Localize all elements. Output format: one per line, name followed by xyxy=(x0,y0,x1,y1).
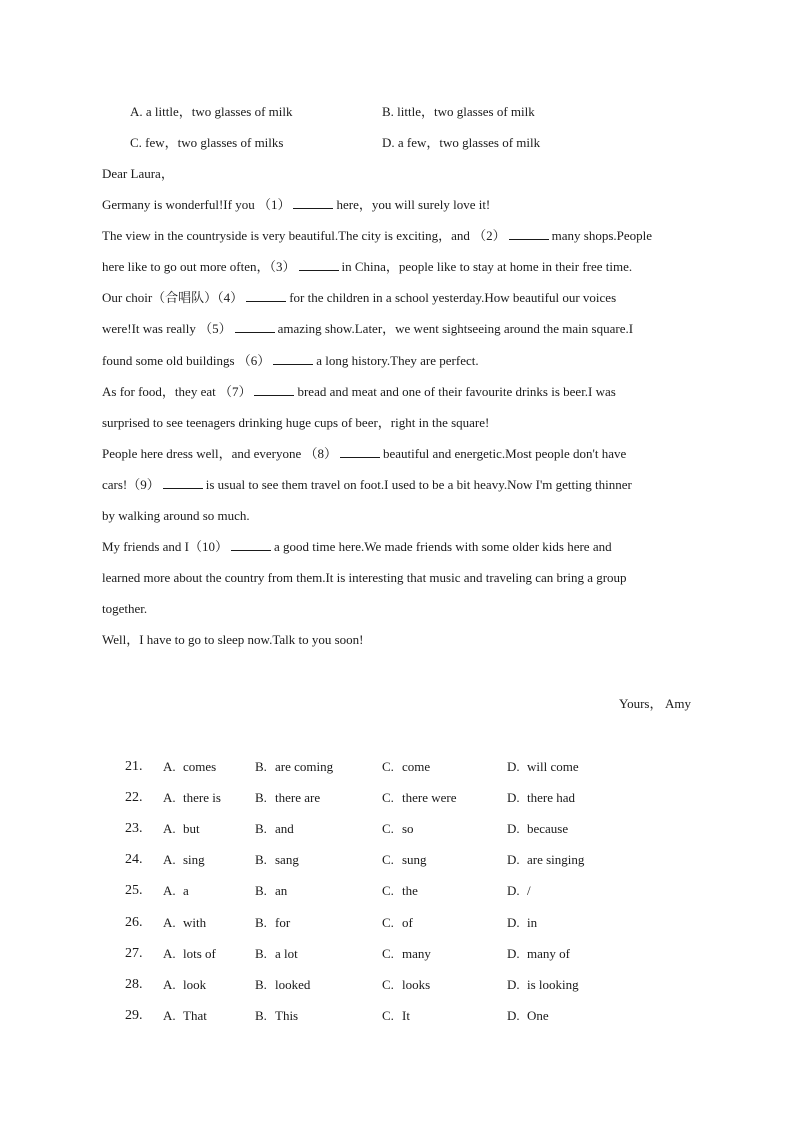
letter-text: Well，I have to go to sleep now.Talk to you soon! xyxy=(102,632,364,648)
letter-line xyxy=(102,195,702,215)
letter-text: The view in the countryside is very beautiful.The city is exciting，and （2） xyxy=(102,228,506,244)
letter-line xyxy=(102,444,702,464)
answer-option[interactable] xyxy=(255,975,310,995)
letter-text: amazing show.Later，we went sightseeing around the main square.I xyxy=(277,321,634,337)
option-letter: C. xyxy=(382,914,394,930)
option-text: few，two glasses of milks xyxy=(145,135,284,150)
letter-text: Germany is wonderful!If you （1） xyxy=(102,197,291,212)
option-text: is looking xyxy=(527,976,579,992)
option-text: looks xyxy=(402,976,431,992)
option-text: many xyxy=(402,945,431,961)
answer-option[interactable] xyxy=(163,757,216,777)
option-letter: D. xyxy=(507,883,520,899)
letter-text: a long history.They are perfect. xyxy=(316,352,479,368)
letter-line xyxy=(102,351,702,371)
option-letter: A. xyxy=(163,790,176,806)
answer-option[interactable] xyxy=(255,944,298,964)
answer-option[interactable] xyxy=(507,788,575,808)
option-letter: C. xyxy=(382,790,394,806)
option-text: sang xyxy=(275,852,299,868)
option-text: an xyxy=(275,883,288,899)
answer-option[interactable] xyxy=(507,850,584,870)
option-letter: C. xyxy=(382,821,394,837)
option-text: That xyxy=(183,1007,207,1023)
letter-text: learned more about the country from them.It is interesting that music and traveling can bring a group xyxy=(102,570,627,586)
option-text: / xyxy=(527,883,531,899)
option-letter: C. xyxy=(382,945,394,961)
option-text: are coming xyxy=(275,759,334,774)
option-letter: B. xyxy=(255,1007,267,1023)
option-letter: B. xyxy=(255,883,267,899)
prev-option-a xyxy=(130,102,292,122)
option-text: of xyxy=(402,914,413,930)
answer-blank[interactable] xyxy=(509,227,549,240)
option-letter: B. xyxy=(255,914,267,930)
option-letter: A. xyxy=(163,759,176,774)
answer-option[interactable] xyxy=(163,913,206,933)
answer-option[interactable] xyxy=(507,913,537,933)
option-text: so xyxy=(402,821,414,837)
option-letter: A. xyxy=(163,852,176,868)
prev-option-c xyxy=(130,133,283,153)
option-text: lots of xyxy=(183,945,216,961)
answer-option[interactable] xyxy=(382,944,431,964)
letter-text: bread and meat and one of their favourite drinks is beer.I was xyxy=(297,383,616,399)
answer-option[interactable] xyxy=(507,881,531,901)
answer-option[interactable] xyxy=(255,913,290,933)
letter-text: a good time here.We made friends with some older kids here and xyxy=(274,539,612,555)
option-letter: D. xyxy=(507,976,520,992)
answer-option[interactable] xyxy=(163,1006,207,1026)
letter-text: People here dress well，and everyone （8） xyxy=(102,445,338,461)
option-text: and xyxy=(275,821,294,837)
option-letter: D. xyxy=(507,790,520,806)
option-letter: B. xyxy=(255,821,267,837)
option-letter: B. xyxy=(255,759,267,774)
option-text: there are xyxy=(275,790,321,806)
answer-option[interactable] xyxy=(255,850,299,870)
answer-blank[interactable] xyxy=(340,445,380,458)
answer-option[interactable] xyxy=(507,1006,549,1026)
question-number: 27. xyxy=(125,945,143,961)
question-number: 22. xyxy=(125,790,143,806)
option-letter: D. xyxy=(507,852,520,868)
answer-option[interactable] xyxy=(382,788,457,808)
option-text: in xyxy=(527,914,538,930)
letter-text: beautiful and energetic.Most people don't have xyxy=(383,445,627,461)
answer-blank[interactable] xyxy=(235,320,275,333)
option-text: come xyxy=(402,759,431,774)
letter-text: is usual to see them travel on foot.I used to be a bit heavy.Now I'm getting thinner xyxy=(205,476,632,492)
answer-option[interactable] xyxy=(255,881,287,901)
option-text: for xyxy=(275,914,291,930)
answer-option[interactable] xyxy=(507,944,570,964)
letter-line xyxy=(102,257,702,277)
answer-option[interactable] xyxy=(507,819,568,839)
option-letter: D. xyxy=(507,759,520,774)
answer-option[interactable] xyxy=(382,975,430,995)
letter-text: together. xyxy=(102,601,148,617)
option-letter: C. xyxy=(382,759,394,774)
option-text: there is xyxy=(183,790,221,806)
prev-option-b xyxy=(382,102,535,122)
letter-text: for the children in a school yesterday.How beautiful our voices xyxy=(289,290,617,306)
option-letter: B. xyxy=(255,945,267,961)
answer-option[interactable] xyxy=(163,944,216,964)
letter-line xyxy=(102,599,702,619)
option-letter: A. xyxy=(163,1007,176,1023)
letter-text: As for food，they eat （7） xyxy=(102,383,252,399)
letter-line xyxy=(102,413,702,433)
answer-option[interactable] xyxy=(507,757,579,777)
answer-blank[interactable] xyxy=(299,258,339,271)
letter-text: here，you will surely love it! xyxy=(336,197,491,212)
letter-line xyxy=(102,475,702,495)
option-letter: B. xyxy=(255,852,267,868)
option-text: little，two glasses of milk xyxy=(397,104,535,119)
letter-text: by walking around so much. xyxy=(102,508,250,523)
option-text: sung xyxy=(402,852,427,868)
answer-option[interactable] xyxy=(163,850,205,870)
letter-line xyxy=(102,537,702,557)
answer-blank[interactable] xyxy=(254,383,294,396)
answer-option[interactable] xyxy=(255,757,333,777)
letter-text: here like to go out more often，（3） xyxy=(102,259,296,275)
answer-option[interactable] xyxy=(163,788,221,808)
answer-blank[interactable] xyxy=(293,196,333,209)
question-number: 24. xyxy=(125,852,143,868)
option-text: there were xyxy=(402,790,457,806)
option-text: many of xyxy=(527,945,570,961)
letter-signoff: Yours， Amy xyxy=(618,696,691,711)
option-text: because xyxy=(527,821,569,837)
option-text: One xyxy=(527,1007,549,1023)
option-text: sing xyxy=(183,852,205,868)
letter-line xyxy=(102,382,702,402)
letter-text: in China，people like to stay at home in their free time. xyxy=(341,259,633,275)
answer-option[interactable] xyxy=(382,913,413,933)
option-letter: D. xyxy=(507,945,520,961)
letter-text: surprised to see teenagers drinking huge cups of beer，right in the square! xyxy=(102,414,490,430)
answer-option[interactable] xyxy=(255,1006,298,1026)
answer-option[interactable] xyxy=(382,757,430,777)
letter-line xyxy=(102,319,702,339)
answer-option[interactable] xyxy=(255,788,320,808)
option-letter: D. xyxy=(382,135,395,150)
letter-line xyxy=(102,630,702,650)
option-letter: D. xyxy=(507,914,520,930)
answer-option[interactable] xyxy=(382,1006,410,1026)
letter-text: My friends and I（10） xyxy=(102,539,229,555)
option-letter: B. xyxy=(382,104,394,119)
option-letter: D. xyxy=(507,1007,520,1023)
option-text: there had xyxy=(527,790,576,806)
option-text: are singing xyxy=(527,852,585,868)
answer-option[interactable] xyxy=(382,819,414,839)
option-letter: C. xyxy=(130,135,142,150)
prev-option-d xyxy=(382,133,540,153)
answer-option[interactable] xyxy=(255,819,294,839)
question-number: 23. xyxy=(125,821,143,837)
letter-text: Our choir（合唱队）（4） xyxy=(102,290,244,306)
option-letter: B. xyxy=(255,976,267,992)
letter-text: many shops.People xyxy=(551,228,653,244)
option-letter: D. xyxy=(507,821,520,837)
letter-line xyxy=(102,506,702,526)
letter-line xyxy=(102,288,702,308)
option-letter: A. xyxy=(163,883,176,899)
answer-blank[interactable] xyxy=(246,289,286,302)
answer-option[interactable] xyxy=(382,850,427,870)
option-letter: A. xyxy=(163,976,176,992)
option-letter: C. xyxy=(382,883,394,899)
option-letter: C. xyxy=(382,852,394,868)
option-text: a few，two glasses of milk xyxy=(397,135,541,150)
option-text: a lot xyxy=(275,945,298,961)
answer-option[interactable] xyxy=(507,975,579,995)
option-text: with xyxy=(183,914,207,930)
question-number: 29. xyxy=(125,1007,143,1023)
question-number: 25. xyxy=(125,883,143,899)
letter-text: cars!（9） xyxy=(102,476,160,492)
option-text: look xyxy=(183,976,207,992)
answer-option[interactable] xyxy=(382,881,418,901)
letter-line xyxy=(102,226,702,246)
letter-text: were!It was really （5） xyxy=(102,321,232,337)
answer-option[interactable] xyxy=(163,819,200,839)
answer-option[interactable] xyxy=(163,881,189,901)
answer-blank[interactable] xyxy=(273,352,313,365)
option-text: looked xyxy=(275,976,311,992)
option-letter: C. xyxy=(382,1007,394,1023)
option-letter: B. xyxy=(255,790,267,806)
option-text: It xyxy=(402,1007,410,1023)
question-number: 26. xyxy=(125,914,143,930)
option-letter: A. xyxy=(163,945,176,961)
option-letter: A. xyxy=(130,104,143,119)
option-text: will come xyxy=(527,759,579,774)
option-text: the xyxy=(402,883,418,899)
option-text: a xyxy=(183,883,189,899)
letter-line xyxy=(102,568,702,588)
letter-greeting: Dear Laura， xyxy=(102,166,174,181)
option-text: a little，two glasses of milk xyxy=(145,104,293,119)
option-text: but xyxy=(183,821,200,837)
answer-blank[interactable] xyxy=(231,538,271,551)
option-letter: A. xyxy=(163,914,176,930)
option-letter: A. xyxy=(163,821,176,837)
question-number: 28. xyxy=(125,976,143,992)
answer-option[interactable] xyxy=(163,975,206,995)
option-text: This xyxy=(275,1007,299,1023)
option-text: comes xyxy=(183,759,217,774)
question-number: 21. xyxy=(125,759,143,774)
letter-text: found some old buildings （6） xyxy=(102,352,271,368)
option-letter: C. xyxy=(382,976,394,992)
answer-blank[interactable] xyxy=(163,476,203,489)
